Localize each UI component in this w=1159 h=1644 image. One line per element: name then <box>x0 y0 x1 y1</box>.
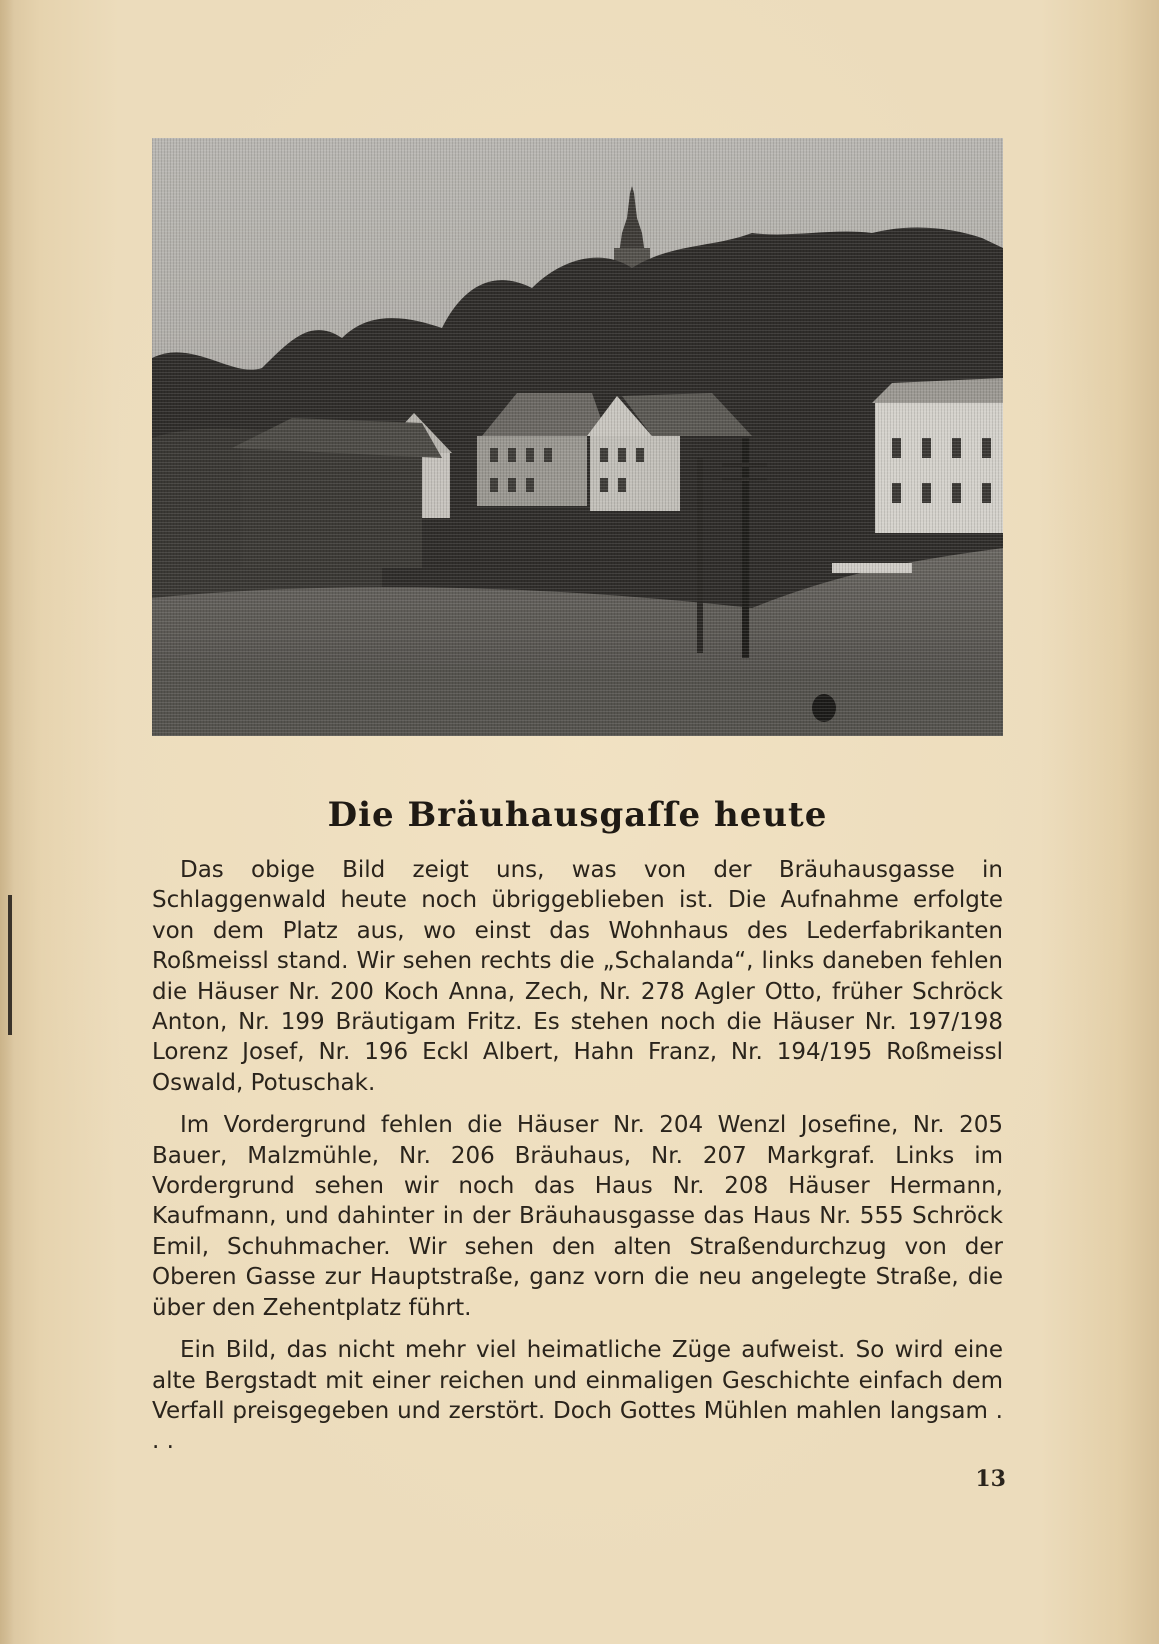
paragraph: Das obige Bild zeigt uns, was von der Bräuhausgasse in Schlaggenwald heute noch übriggeblieben ist. Die Aufnahme erfolgte von dem Platz aus, wo einst das Wohnhaus des Lederfabrikanten Roßmeissl stand. Wir sehen rechts die „Schalanda“, links daneben fehlen die Häuser Nr. 200 Koch Anna, Zech, Nr. 278 Agler Otto, früher Schröck Anton, Nr. 199 Bräutigam Fritz. Es stehen noch die Häuser Nr. 197/198 Lorenz Josef, Nr. 196 Eckl Albert, Hahn Franz, Nr. 194/195 Roßmeissl Oswald, Potuschak. <box>152 857 1003 1096</box>
paragraph: Ein Bild, das nicht mehr viel heimatliche Züge aufweist. So wird eine alte Bergstadt mit einer reichen und einmaligen Geschichte einfach dem Verfall preisgegeben und zerstört. Doch Gottes Mühlen mahlen langsam . . . <box>152 1337 1003 1455</box>
article-body <box>152 855 1003 1469</box>
binding-edge <box>0 0 14 1644</box>
page-number: 13 <box>975 1466 1006 1492</box>
paragraph: Im Vordergrund fehlen die Häuser Nr. 204 Wenzl Josefine, Nr. 205 Bauer, Malzmühle, Nr. 206 Bräuhaus, Nr. 207 Markgraf. Links im Vordergrund sehen wir noch das Haus Nr. 208 Häuser Hermann, Kaufmann, und dahinter in der Bräuhausgasse das Haus Nr. 555 Schröck Emil, Schuhmacher. Wir sehen den alten Straßendurchzug von der Oberen Gasse zur Hauptstraße, ganz vorn die neu angelegte Straße, die über den Zehentplatz führt. <box>152 1112 1003 1321</box>
page-heading: Die Bräuhausgaſſe heute <box>327 795 828 835</box>
street-photo <box>152 138 1003 736</box>
binding-mark <box>8 895 12 1035</box>
photo-image <box>152 138 1003 736</box>
